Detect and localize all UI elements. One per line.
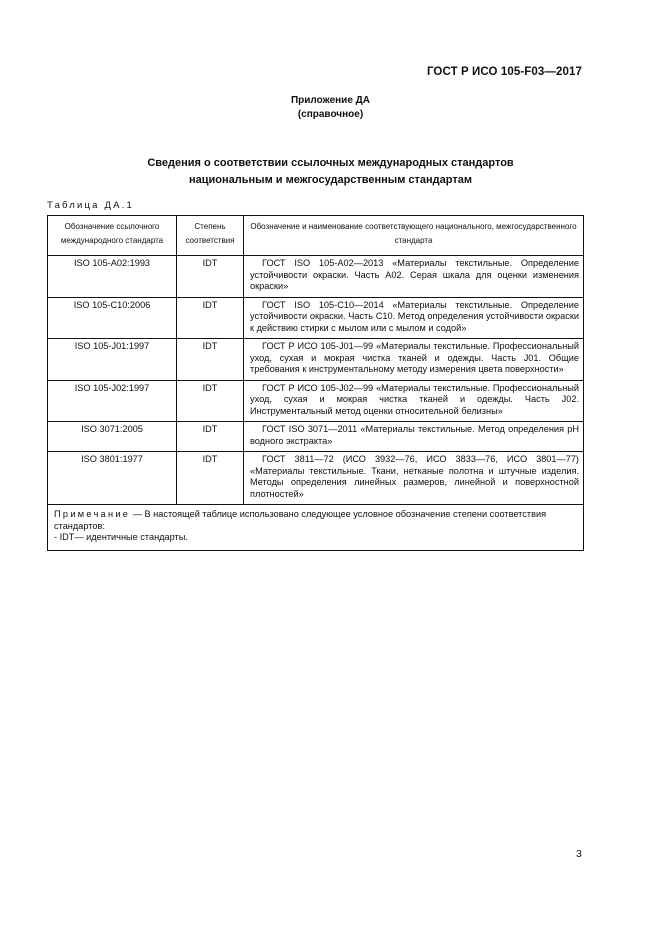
section-title-line-1: Сведения о соответствии ссылочных международных стандартов xyxy=(147,157,514,169)
annex-title: Приложение ДА xyxy=(290,95,371,106)
annex-heading xyxy=(0,94,661,122)
intl-standard-cell: ISO 105-J02:1997 xyxy=(48,380,177,422)
degree-cell: IDT xyxy=(177,422,244,452)
degree-cell: IDT xyxy=(177,452,244,505)
intl-standard-cell: ISO 3071:2005 xyxy=(48,422,177,452)
document-code-header: ГОСТ Р ИСО 105-F03—2017 xyxy=(426,66,582,78)
note-text: — В настоящей таблице использовано следующее условное обозначение степени соответствия стандартов: xyxy=(54,509,547,531)
table-caption: Таблица ДА.1 xyxy=(47,200,134,211)
national-standard-cell: ГОСТ Р ИСО 105-J01—99 «Материалы текстильные. Профессиональный уход, сухая и мокрая чистка тканей и одежды. Часть J01. Общие требования к инструментальному методу измерения цвета поверхности» xyxy=(244,339,584,381)
degree-cell: IDT xyxy=(177,256,244,298)
table-header-row xyxy=(48,216,584,256)
note-item: - IDT— идентичные стандарты. xyxy=(54,532,188,542)
page-number: 3 xyxy=(576,848,582,860)
table-row xyxy=(48,380,584,422)
intl-standard-cell: ISO 3801:1977 xyxy=(48,452,177,505)
section-title-line-2: национальным и межгосударственным стандартам xyxy=(189,174,472,186)
section-title xyxy=(0,155,661,189)
national-standard-cell: ГОСТ 3811—72 (ИСО 3932—76, ИСО 3833—76, ИСО 3801—77) «Материалы текстильные. Ткани, нетканые полотна и штучные изделия. Методы определения линейных размеров, линейной и поверхностной плотностей» xyxy=(244,452,584,505)
table-note-row xyxy=(48,505,584,551)
table-note xyxy=(48,505,584,551)
table-row xyxy=(48,422,584,452)
annex-subtitle: (справочное) xyxy=(297,109,364,120)
header-degree: Степень соответствия xyxy=(177,216,244,256)
table-row xyxy=(48,297,584,339)
intl-standard-cell: ISO 105-C10:2006 xyxy=(48,297,177,339)
national-standard-cell: ГОСТ ISO 105-А02—2013 «Материалы текстильные. Определение устойчивости окраски. Часть А02. Серая шкала для оценки изменения окраски» xyxy=(244,256,584,298)
intl-standard-cell: ISO 105-A02:1993 xyxy=(48,256,177,298)
table-row xyxy=(48,256,584,298)
intl-standard-cell: ISO 105-J01:1997 xyxy=(48,339,177,381)
national-standard-cell: ГОСТ ISO 105-С10—2014 «Материалы текстильные. Определение устойчивости окраски. Часть С10. Метод определения устойчивости окраски к действию стирки с мылом или с мылом и содой» xyxy=(244,297,584,339)
header-intl-standard: Обозначение ссылочного международного стандарта xyxy=(48,216,177,256)
degree-cell: IDT xyxy=(177,339,244,381)
note-label: Примечание xyxy=(54,509,131,519)
national-standard-cell: ГОСТ ISO 3071—2011 «Материалы текстильные. Метод определения pH водного экстракта» xyxy=(244,422,584,452)
header-national-standard: Обозначение и наименование соответствующего национального, межгосударственного стандарта xyxy=(244,216,584,256)
table-row xyxy=(48,339,584,381)
correspondence-table xyxy=(47,215,584,551)
table-row xyxy=(48,452,584,505)
national-standard-cell: ГОСТ Р ИСО 105-J02—99 «Материалы текстильные. Профессиональный уход, сухая и мокрая чистка тканей и одежды. Часть J02. Инструментальный метод оценки относительной белизны» xyxy=(244,380,584,422)
degree-cell: IDT xyxy=(177,380,244,422)
degree-cell: IDT xyxy=(177,297,244,339)
